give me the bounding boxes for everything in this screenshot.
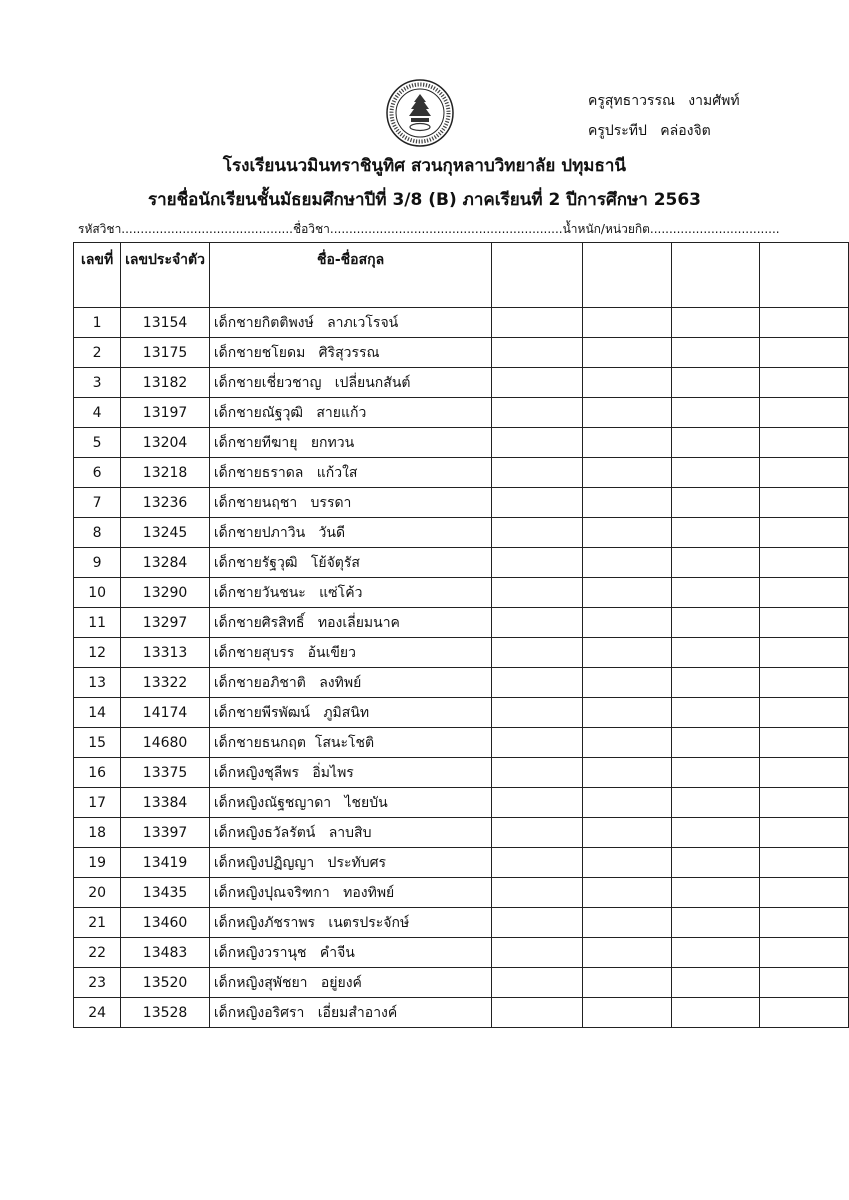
cell-full-name: เด็กหญิงปฏิญญา ประทับศร (209, 848, 491, 878)
cell-student-id: 13460 (121, 908, 210, 938)
cell-blank (583, 728, 671, 758)
cell-blank (759, 998, 848, 1028)
cell-blank (759, 338, 848, 368)
cell-blank (671, 728, 759, 758)
cell-blank (671, 638, 759, 668)
course-fields-line: รหัสวิชา.............................................ชื่อวิชา.............................................................น้ำหนัก/หน่วยกิต.................................. (78, 222, 780, 236)
cell-blank (671, 488, 759, 518)
cell-blank (583, 518, 671, 548)
cell-student-id: 13182 (121, 368, 210, 398)
cell-blank (583, 938, 671, 968)
cell-number: 15 (74, 728, 121, 758)
cell-number: 14 (74, 698, 121, 728)
cell-blank (583, 908, 671, 938)
cell-blank (492, 758, 583, 788)
cell-blank (759, 398, 848, 428)
cell-student-id: 13384 (121, 788, 210, 818)
cell-number: 9 (74, 548, 121, 578)
teacher-name-2: ครูประทีป คล่องจิต (588, 123, 711, 139)
cell-number: 22 (74, 938, 121, 968)
header-blank-4 (759, 243, 848, 308)
cell-full-name: เด็กหญิงวรานุช คำจีน (209, 938, 491, 968)
cell-number: 5 (74, 428, 121, 458)
table-row (74, 938, 849, 968)
cell-blank (759, 668, 848, 698)
cell-blank (583, 608, 671, 638)
cell-number: 10 (74, 578, 121, 608)
cell-blank (759, 428, 848, 458)
table-row (74, 338, 849, 368)
cell-blank (671, 428, 759, 458)
cell-student-id: 13218 (121, 458, 210, 488)
cell-number: 2 (74, 338, 121, 368)
cell-full-name: เด็กชายทีฆายุ ยกทวน (209, 428, 491, 458)
table-row (74, 548, 849, 578)
cell-number: 24 (74, 998, 121, 1028)
cell-blank (671, 668, 759, 698)
cell-blank (492, 878, 583, 908)
cell-blank (759, 458, 848, 488)
cell-blank (583, 698, 671, 728)
cell-student-id: 13197 (121, 398, 210, 428)
cell-full-name: เด็กชายธนกฤต โสนะโชติ (209, 728, 491, 758)
table-row (74, 698, 849, 728)
teacher-names (588, 86, 740, 146)
list-title: รายชื่อนักเรียนชั้นมัธยมศึกษาปีที่ 3/8 (B) ภาคเรียนที่ 2 ปีการศึกษา 2563 (147, 190, 702, 210)
cell-blank (583, 458, 671, 488)
cell-full-name: เด็กชายศิรสิทธิ์ ทองเลี่ยมนาค (209, 608, 491, 638)
cell-full-name: เด็กชายธราดล แก้วใส (209, 458, 491, 488)
cell-full-name: เด็กหญิงธวัลรัตน์ ลาบสิบ (209, 818, 491, 848)
cell-number: 7 (74, 488, 121, 518)
cell-number: 23 (74, 968, 121, 998)
cell-number: 13 (74, 668, 121, 698)
cell-blank (671, 608, 759, 638)
cell-full-name: เด็กหญิงปุณจริฑกา ทองทิพย์ (209, 878, 491, 908)
cell-full-name: เด็กชายพีรพัฒน์ ภูมิสนิท (209, 698, 491, 728)
cell-full-name: เด็กหญิงชุลีพร อิ่มไพร (209, 758, 491, 788)
cell-blank (492, 488, 583, 518)
cell-blank (583, 878, 671, 908)
cell-student-id: 13435 (121, 878, 210, 908)
cell-blank (583, 758, 671, 788)
cell-full-name: เด็กชายวันชนะ แซ่โค้ว (209, 578, 491, 608)
cell-blank (583, 968, 671, 998)
cell-blank (492, 668, 583, 698)
cell-number: 21 (74, 908, 121, 938)
header-blank-1 (492, 243, 583, 308)
table-row (74, 518, 849, 548)
table-row (74, 428, 849, 458)
cell-blank (583, 308, 671, 338)
cell-full-name: เด็กชายชโยดม ศิริสุวรรณ (209, 338, 491, 368)
cell-number: 16 (74, 758, 121, 788)
cell-blank (583, 668, 671, 698)
cell-blank (492, 368, 583, 398)
cell-blank (671, 578, 759, 608)
cell-blank (759, 638, 848, 668)
cell-blank (583, 788, 671, 818)
cell-blank (759, 308, 848, 338)
cell-number: 18 (74, 818, 121, 848)
cell-blank (583, 638, 671, 668)
table-row (74, 368, 849, 398)
cell-number: 19 (74, 848, 121, 878)
cell-full-name: เด็กชายเชี่ยวชาญ เปลี่ยนกสันต์ (209, 368, 491, 398)
cell-student-id: 13290 (121, 578, 210, 608)
table-row (74, 968, 849, 998)
cell-blank (759, 488, 848, 518)
cell-student-id: 13483 (121, 938, 210, 968)
cell-student-id: 13397 (121, 818, 210, 848)
table-row (74, 728, 849, 758)
cell-blank (583, 428, 671, 458)
cell-blank (492, 998, 583, 1028)
cell-blank (671, 338, 759, 368)
cell-blank (492, 398, 583, 428)
teacher-name-1: ครูสุทธาวรรณ งามศัพท์ (588, 93, 740, 109)
table-row (74, 818, 849, 848)
cell-blank (492, 638, 583, 668)
cell-student-id: 13313 (121, 638, 210, 668)
cell-blank (492, 428, 583, 458)
cell-blank (759, 728, 848, 758)
cell-blank (759, 878, 848, 908)
cell-student-id: 13245 (121, 518, 210, 548)
header-blank-3 (671, 243, 759, 308)
cell-blank (671, 908, 759, 938)
table-row (74, 908, 849, 938)
table-row (74, 668, 849, 698)
cell-blank (671, 548, 759, 578)
cell-blank (671, 968, 759, 998)
cell-number: 12 (74, 638, 121, 668)
cell-blank (759, 758, 848, 788)
school-title: โรงเรียนนวมินทราชินูทิศ สวนกุหลาบวิทยาลัย ปทุมธานี (222, 156, 627, 176)
cell-number: 17 (74, 788, 121, 818)
cell-full-name: เด็กชายกิตติพงษ์ ลาภเวโรจน์ (209, 308, 491, 338)
cell-student-id: 13322 (121, 668, 210, 698)
cell-blank (583, 548, 671, 578)
cell-student-id: 14680 (121, 728, 210, 758)
header-blank-2 (583, 243, 671, 308)
cell-blank (583, 848, 671, 878)
cell-student-id: 13175 (121, 338, 210, 368)
cell-blank (759, 938, 848, 968)
header-number: เลขที่ (74, 243, 121, 308)
cell-blank (583, 578, 671, 608)
cell-full-name: เด็กชายณัฐวุฒิ สายแก้ว (209, 398, 491, 428)
cell-blank (759, 698, 848, 728)
table-row (74, 458, 849, 488)
cell-blank (492, 908, 583, 938)
cell-full-name: เด็กหญิงสุพัชยา อยู่ยงค์ (209, 968, 491, 998)
cell-blank (671, 998, 759, 1028)
cell-blank (492, 338, 583, 368)
cell-blank (492, 578, 583, 608)
table-row (74, 788, 849, 818)
cell-student-id: 13375 (121, 758, 210, 788)
cell-blank (759, 518, 848, 548)
cell-student-id: 13297 (121, 608, 210, 638)
cell-student-id: 13204 (121, 428, 210, 458)
cell-student-id: 14174 (121, 698, 210, 728)
cell-blank (492, 698, 583, 728)
cell-blank (492, 848, 583, 878)
cell-blank (759, 608, 848, 638)
cell-full-name: เด็กชายปภาวิน วันดี (209, 518, 491, 548)
cell-blank (492, 608, 583, 638)
cell-blank (759, 548, 848, 578)
cell-full-name: เด็กชายรัฐวุฒิ โย้จัตุรัส (209, 548, 491, 578)
table-row (74, 398, 849, 428)
cell-blank (492, 728, 583, 758)
cell-blank (759, 968, 848, 998)
cell-student-id: 13419 (121, 848, 210, 878)
cell-number: 3 (74, 368, 121, 398)
cell-blank (759, 788, 848, 818)
table-row (74, 638, 849, 668)
cell-number: 11 (74, 608, 121, 638)
table-row (74, 488, 849, 518)
table-row (74, 608, 849, 638)
cell-number: 1 (74, 308, 121, 338)
cell-blank (671, 938, 759, 968)
cell-blank (759, 578, 848, 608)
cell-blank (492, 938, 583, 968)
cell-blank (583, 338, 671, 368)
cell-blank (492, 818, 583, 848)
table-row (74, 878, 849, 908)
cell-blank (671, 848, 759, 878)
header-full-name: ชื่อ-ชื่อสกุล (209, 243, 491, 308)
cell-blank (671, 518, 759, 548)
cell-full-name: เด็กชายนฤชา บรรดา (209, 488, 491, 518)
cell-full-name: เด็กหญิงณัฐชญาดา ไชยบัน (209, 788, 491, 818)
header-student-id: เลขประจำตัว (121, 243, 210, 308)
cell-student-id: 13236 (121, 488, 210, 518)
cell-blank (583, 398, 671, 428)
table-row (74, 848, 849, 878)
cell-blank (583, 998, 671, 1028)
cell-blank (671, 788, 759, 818)
cell-blank (671, 818, 759, 848)
school-seal-logo (385, 78, 455, 148)
cell-blank (492, 518, 583, 548)
cell-blank (759, 818, 848, 848)
cell-number: 8 (74, 518, 121, 548)
cell-blank (583, 818, 671, 848)
cell-blank (492, 788, 583, 818)
cell-blank (671, 368, 759, 398)
student-roster-table (73, 242, 849, 1028)
cell-blank (671, 698, 759, 728)
cell-student-id: 13154 (121, 308, 210, 338)
cell-blank (759, 908, 848, 938)
cell-number: 6 (74, 458, 121, 488)
cell-blank (759, 848, 848, 878)
cell-student-id: 13528 (121, 998, 210, 1028)
cell-blank (759, 368, 848, 398)
cell-number: 4 (74, 398, 121, 428)
table-row (74, 998, 849, 1028)
cell-blank (492, 308, 583, 338)
cell-full-name: เด็กหญิงอริศรา เอี่ยมสำอางค์ (209, 998, 491, 1028)
cell-blank (492, 968, 583, 998)
cell-blank (583, 488, 671, 518)
cell-blank (492, 458, 583, 488)
cell-full-name: เด็กชายสุบรร อ้นเขียว (209, 638, 491, 668)
cell-full-name: เด็กชายอภิชาติ ลงทิพย์ (209, 668, 491, 698)
cell-student-id: 13520 (121, 968, 210, 998)
table-row (74, 308, 849, 338)
table-row (74, 578, 849, 608)
cell-blank (492, 548, 583, 578)
cell-student-id: 13284 (121, 548, 210, 578)
cell-blank (671, 398, 759, 428)
table-row (74, 758, 849, 788)
table-header-row (74, 243, 849, 308)
cell-blank (583, 368, 671, 398)
cell-full-name: เด็กหญิงภัชราพร เนตรประจักษ์ (209, 908, 491, 938)
cell-blank (671, 458, 759, 488)
cell-blank (671, 758, 759, 788)
cell-number: 20 (74, 878, 121, 908)
cell-blank (671, 878, 759, 908)
cell-blank (671, 308, 759, 338)
